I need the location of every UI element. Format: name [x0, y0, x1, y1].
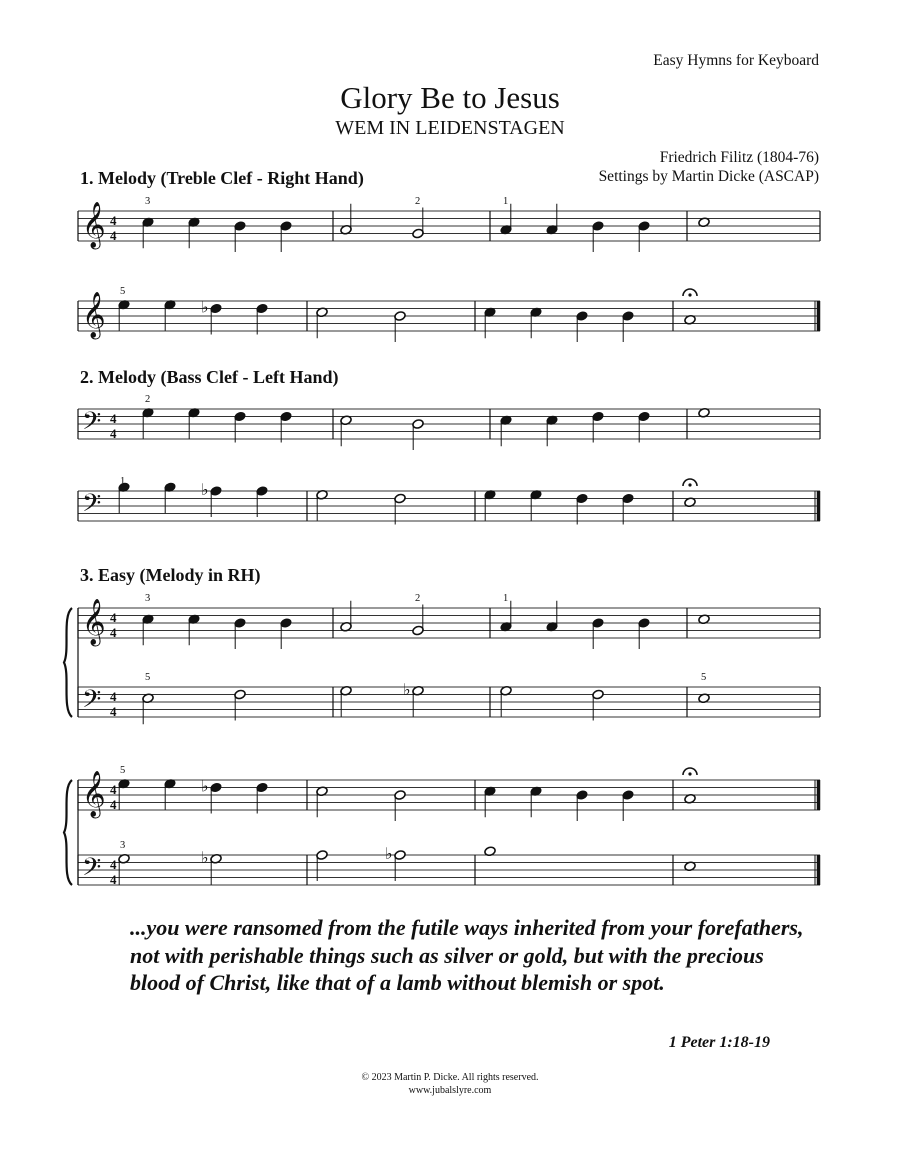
fingering-number: 5: [145, 672, 151, 683]
note: [500, 685, 512, 716]
note: [256, 303, 268, 334]
note: [576, 790, 588, 821]
composer-credit: Friedrich Filitz (1804-76): [659, 149, 819, 166]
staff: [78, 771, 820, 819]
fingerings: [120, 196, 706, 851]
note: [592, 689, 604, 720]
note: [530, 307, 542, 338]
fermata-dot: [688, 483, 691, 486]
note: [256, 486, 268, 517]
fermata: [683, 479, 697, 487]
fingering-number: 3: [145, 593, 151, 604]
note: [118, 299, 130, 330]
staff: [78, 685, 820, 720]
bass-clef: 𝄢: [82, 489, 102, 524]
time-signature-top: 4: [110, 610, 117, 625]
time-signature-top: 4: [110, 689, 117, 704]
fingering-number: 2: [145, 394, 151, 405]
note: [394, 311, 406, 342]
note: [403, 680, 424, 717]
note: [316, 307, 328, 338]
treble-clef: 𝄞: [82, 771, 106, 817]
fingering-number: 2: [415, 593, 421, 604]
note: [546, 204, 558, 235]
note: [164, 482, 176, 513]
fingering-number: 5: [701, 672, 707, 683]
treble-clef: 𝄞: [82, 599, 106, 645]
section-heading-melody-bass: 2. Melody (Bass Clef - Left Hand): [80, 367, 339, 387]
note: [592, 411, 604, 442]
fingering-number: 1: [503, 593, 509, 604]
grand-staff-brace: [64, 608, 72, 717]
series-title: Easy Hymns for Keyboard: [653, 52, 819, 69]
note: [592, 618, 604, 649]
fingering-number: 1: [503, 196, 509, 207]
time-signature-bottom: 4: [110, 797, 117, 812]
note: [142, 407, 154, 438]
note: [592, 221, 604, 252]
note: [142, 614, 154, 645]
fermata-dot: [688, 293, 691, 296]
note: [484, 489, 496, 520]
time-signature-bottom: 4: [110, 228, 117, 243]
note: [412, 208, 424, 239]
staff: [78, 853, 820, 888]
staff: [78, 292, 820, 340]
note: [118, 778, 130, 809]
grand-staff-brace: [64, 780, 72, 885]
fingering-number: 5: [120, 286, 126, 297]
note: [500, 204, 512, 235]
time-signature-top: 4: [110, 213, 117, 228]
note: [340, 415, 352, 446]
note: [530, 489, 542, 520]
note: [280, 618, 292, 649]
note: [316, 850, 328, 881]
note: [234, 221, 246, 252]
arranger-credit: Settings by Martin Dicke (ASCAP): [598, 168, 819, 185]
note: [164, 778, 176, 809]
note: [340, 601, 352, 632]
staff-systems: [64, 202, 820, 888]
note: [412, 605, 424, 636]
note: [394, 790, 406, 821]
note: [412, 419, 424, 450]
hymn-title: Glory Be to Jesus: [340, 80, 560, 115]
fermata-dot: [688, 772, 691, 775]
note: [530, 786, 542, 817]
note: [576, 311, 588, 342]
note: [546, 601, 558, 632]
note: [316, 489, 328, 520]
fingering-number: 5: [120, 765, 126, 776]
note: [622, 790, 634, 821]
bass-clef: 𝄢: [82, 853, 102, 888]
time-signature-bottom: 4: [110, 426, 117, 441]
website-url: www.jubalslyre.com: [408, 1085, 492, 1096]
scripture-quote: ...you were ransomed from the futile ways inherited from your forefathers, not with perishable things such as silver or gold, but with the precious blood of Christ, like that of a lamb without blemish or spot.: [130, 915, 804, 995]
bass-clef: 𝄢: [82, 685, 102, 720]
treble-clef: 𝄞: [82, 202, 106, 248]
treble-clef: 𝄞: [82, 292, 106, 338]
flat-sign: ♭: [201, 776, 209, 796]
staff: [78, 489, 820, 524]
note: [622, 493, 634, 524]
note: [164, 299, 176, 330]
fingering-number: 3: [120, 840, 126, 851]
note: [638, 618, 650, 649]
note: [500, 415, 512, 446]
note: [234, 411, 246, 442]
flat-sign: ♭: [403, 679, 411, 699]
note: [142, 217, 154, 248]
note: [576, 493, 588, 524]
bass-clef: 𝄢: [82, 407, 102, 442]
time-signature-top: 4: [110, 411, 117, 426]
note: [188, 614, 200, 645]
note: [394, 493, 406, 524]
note: [201, 848, 222, 885]
section-heading-easy: 3. Easy (Melody in RH): [80, 565, 261, 585]
note: [622, 311, 634, 342]
scripture-citation: 1 Peter 1:18-19: [668, 1034, 770, 1051]
time-signature-bottom: 4: [110, 704, 117, 719]
section-heading-melody-treble: 1. Melody (Treble Clef - Right Hand): [80, 168, 364, 188]
fermata: [683, 289, 697, 297]
note: [316, 786, 328, 817]
note: [142, 693, 154, 724]
fermata: [683, 768, 697, 776]
tune-name: WEM IN LEIDENSTAGEN: [335, 117, 565, 139]
note: [118, 853, 130, 884]
flat-sign: ♭: [201, 480, 209, 499]
note: [280, 221, 292, 252]
note: [638, 221, 650, 252]
note: [340, 204, 352, 235]
flat-sign: ♭: [385, 844, 393, 863]
fingering-number: 2: [415, 196, 421, 207]
flat-sign: ♭: [201, 297, 209, 317]
fingering-number: 1: [120, 476, 126, 487]
note: [234, 689, 246, 720]
note: [340, 685, 352, 716]
note: [484, 786, 496, 817]
note: [188, 217, 200, 248]
note: [188, 407, 200, 438]
copyright-notice: © 2023 Martin P. Dicke. All rights reserved.: [361, 1072, 539, 1083]
time-signature-bottom: 4: [110, 625, 117, 640]
note: [500, 601, 512, 632]
note: [546, 415, 558, 446]
time-signature-bottom: 4: [110, 872, 117, 887]
note: [256, 782, 268, 813]
time-signature-top: 4: [110, 782, 117, 797]
flat-sign: ♭: [201, 847, 209, 867]
note: [638, 411, 650, 442]
note: [280, 411, 292, 442]
note: [484, 307, 496, 338]
time-signature-top: 4: [110, 857, 117, 872]
note: [234, 618, 246, 649]
fingering-number: 3: [145, 196, 151, 207]
